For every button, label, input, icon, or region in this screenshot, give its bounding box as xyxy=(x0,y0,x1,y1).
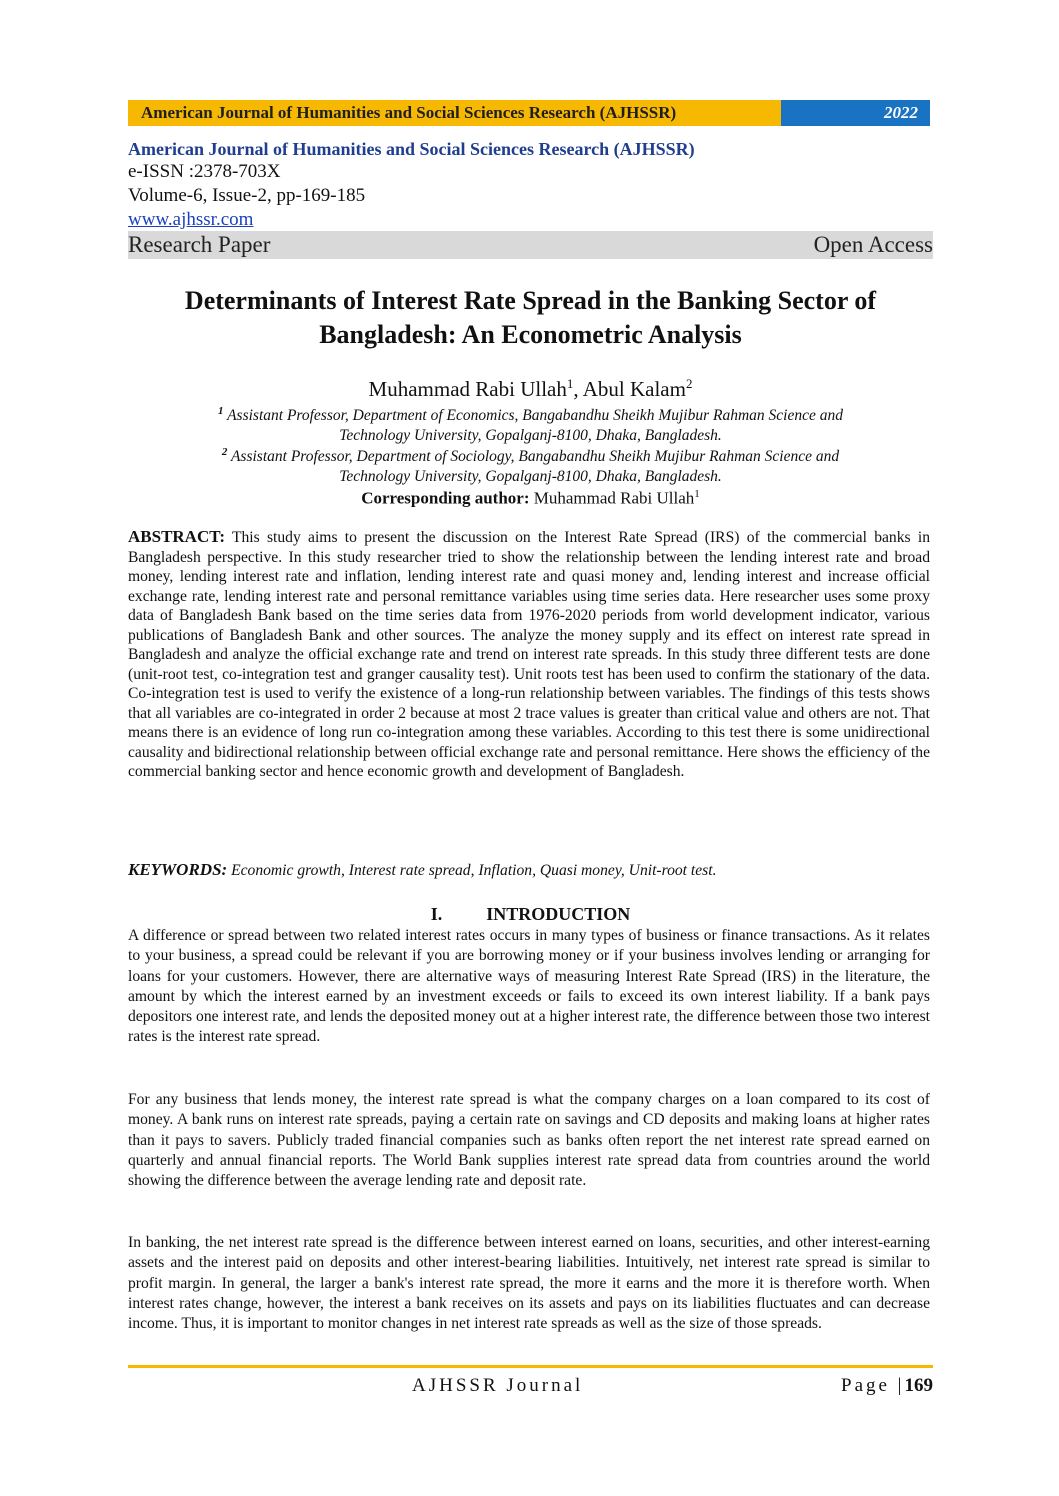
running-header xyxy=(128,100,930,126)
affiliation-1-mark: 1 xyxy=(217,405,224,417)
section-heading-introduction xyxy=(128,903,933,925)
abstract-text: This study aims to present the discussion on the Interest Rate Spread (IRS) of the commercial banks in Bangladesh perspective. In this study researcher tried to show the relationship between the lending interest rate and broad money, lending interest rate and inflation, lending interest rate and quasi money and, lending interest and increase official exchange rate, lending interest rate and personal remittance variables using time series data. Here researcher uses some proxy data of Bangladesh Bank based on the time series data from 1976-2020 periods from world development indicator, various publications of Bangladesh Bank and other sources. The analyze the money supply and its effect on interest rate spread in Bangladesh and analyze the official exchange rate and trend on interest rate spreads. In this study three different tests are done (unit-root test, co-integration test and granger causality test). Unit roots test has been used to confirm the stationary of the data. Co-integration test is used to verify the existence of a long-run relationship between variables. The findings of this tests shows that all variables are co-integrated in order 2 because at most 2 trace values is greater than critical value and others are not. That means there is an evidence of long run co-integration among these variables. According to this test there is some unidirectional causality and bidirectional relationship between official exchange rate and personal remittance. Here shows the efficiency of the commercial banking sector and hence economic growth and development of Bangladesh. xyxy=(128,529,930,780)
page-number: 169 xyxy=(904,1375,933,1396)
footer-page-number xyxy=(841,1374,933,1398)
journal-metadata xyxy=(128,138,933,259)
header-journal-name: American Journal of Humanities and Social Sciences Research (AJHSSR) xyxy=(128,100,781,126)
paper-type: Research Paper xyxy=(128,232,271,257)
author-1-affil-mark: 1 xyxy=(566,376,574,391)
corresponding-author-label: Corresponding author: xyxy=(361,488,530,508)
keywords-label: KEYWORDS: xyxy=(128,860,228,879)
intro-paragraph-1: A difference or spread between two related interest rates occurs in many types of business or finance transactions. As it relates to your business, a spread could be relevant if you are borrowing money or if your business involves lending or arranging for loans for your customers. However, there are alternative ways of measuring Interest Rate Spread (IRS) in the literature, the amount by which the interest earned by an investment exceeds or fails to exceed its own interest liability. If a bank pays depositors one interest rate, and lends the deposited money out at a higher interest rate, the difference between those two interest rates is the interest rate spread. xyxy=(128,927,930,1046)
section-number: I. xyxy=(430,904,443,924)
footer-journal-name: AJHSSR Journal xyxy=(412,1375,584,1396)
corresponding-author-name: Muhammad Rabi Ullah xyxy=(529,488,695,508)
affiliation-2-line-2: Technology University, Gopalganj-8100, Dhaka, Bangladesh. xyxy=(339,468,722,486)
corresponding-author-mark: 1 xyxy=(694,488,700,500)
author-2: Abul Kalam xyxy=(582,377,686,401)
affiliation-2 xyxy=(128,442,933,487)
paper-type-bar xyxy=(128,231,933,259)
keywords xyxy=(128,860,930,881)
author-1: Muhammad Rabi Ullah xyxy=(368,377,567,401)
affiliation-1-line-2: Technology University, Gopalganj-8100, Dhaka, Bangladesh. xyxy=(339,427,722,445)
author-list xyxy=(128,370,933,403)
paper-title xyxy=(128,284,933,352)
meta-journal-name: American Journal of Humanities and Social Sciences Research (AJHSSR) xyxy=(128,139,695,159)
meta-volume: Volume-6, Issue-2, pp-169-185 xyxy=(128,185,366,206)
meta-eissn: e-ISSN :2378-703X xyxy=(128,161,281,182)
affiliation-1 xyxy=(128,401,933,446)
keywords-text: Economic growth, Interest rate spread, Inflation, Quasi money, Unit-root test. xyxy=(227,862,717,879)
affiliation-2-mark: 2 xyxy=(221,446,228,458)
title-line-1: Determinants of Interest Rate Spread in the Banking Sector of xyxy=(184,286,877,315)
affiliation-1-line-1: Assistant Professor, Department of Economics, Bangabandhu Sheikh Mujibur Rahman Science and xyxy=(223,407,843,425)
abstract-label: ABSTRACT: xyxy=(128,527,225,546)
intro-paragraph-3: In banking, the net interest rate spread is the difference between interest earned on loans, securities, and other interest-earning assets and the interest paid on deposits and other interest-bearing liabilities. Intuitively, net interest rate spread is similar to profit margin. In general, the larger a bank's interest rate spread, the more it earns and the more it is therefore worth. When interest rates change, however, the interest a bank receives on its assets and pays on its liabilities fluctuates and can decrease income. Thus, it is important to monitor changes in net interest rate spreads as well as the size of those spreads. xyxy=(128,1234,930,1333)
footer-divider xyxy=(128,1365,933,1368)
header-year: 2022 xyxy=(781,100,930,126)
journal-website-link[interactable]: www.ajhssr.com xyxy=(128,209,254,230)
access-type: Open Access xyxy=(813,232,933,257)
intro-paragraph-2: For any business that lends money, the interest rate spread is what the company charges on a loan compared to its cost of money. A bank runs on interest rate spreads, paying a certain rate on savings and CD deposits and making loans at higher rates than it pays to savers. Publicly traded financial companies such as banks often report the net interest rate spread earned on quarterly and annual financial reports. The World Bank supplies interest rate spread data from countries around the world showing the difference between the average lending rate and deposit rate. xyxy=(128,1091,930,1190)
section-title: INTRODUCTION xyxy=(486,904,631,924)
title-line-2: Bangladesh: An Econometric Analysis xyxy=(319,320,742,349)
abstract xyxy=(128,527,930,782)
author-2-affil-mark: 2 xyxy=(685,376,693,391)
corresponding-author xyxy=(128,483,933,510)
author-separator: , xyxy=(573,377,583,401)
affiliation-2-line-1: Assistant Professor, Department of Sociology, Bangabandhu Sheikh Mujibur Rahman Science and xyxy=(227,448,840,466)
page-label: Page | xyxy=(841,1375,905,1396)
